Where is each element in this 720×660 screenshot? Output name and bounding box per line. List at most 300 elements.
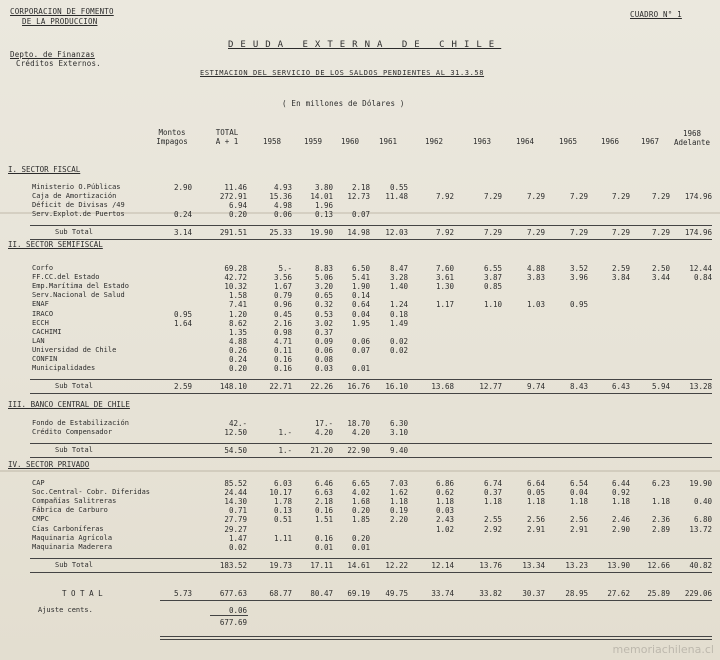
cell-y1967: 6.23 bbox=[651, 479, 670, 488]
cell-y1958: 1.78 bbox=[273, 497, 292, 506]
cell-y1967: 1.18 bbox=[651, 497, 670, 506]
cell-y1960: 0.06 bbox=[351, 337, 370, 346]
cell-y1963: 12.77 bbox=[479, 382, 502, 391]
row-label: Déficit de Divisas /49 bbox=[32, 201, 125, 209]
cell-y1963: 3.87 bbox=[483, 273, 502, 282]
row-label: CONFIN bbox=[32, 355, 58, 363]
cell-y1959: 0.65 bbox=[314, 291, 333, 300]
row-label: CAP bbox=[32, 479, 45, 487]
cell-y1967: 7.29 bbox=[651, 228, 670, 237]
row-label: Universidad de Chile bbox=[32, 346, 117, 354]
column-header-y1961 bbox=[364, 128, 412, 146]
table-row bbox=[0, 346, 720, 355]
cell-y1964: 7.29 bbox=[526, 228, 545, 237]
cell-y1958: 1.67 bbox=[273, 282, 292, 291]
cell-y1966: 2.59 bbox=[611, 264, 630, 273]
cell-total: 11.46 bbox=[224, 183, 247, 192]
column-header-line2: 1958 bbox=[262, 137, 282, 146]
column-header-total bbox=[203, 128, 251, 146]
cell-y1967: 3.44 bbox=[651, 273, 670, 282]
column-header-line1 bbox=[410, 128, 458, 137]
cell-y1966: 6.44 bbox=[611, 479, 630, 488]
cell-y1958: 22.71 bbox=[269, 382, 292, 391]
cell-y1960: 0.07 bbox=[351, 210, 370, 219]
cell-y1964: 3.83 bbox=[526, 273, 545, 282]
column-header-line1 bbox=[501, 128, 549, 137]
adjust-rule bbox=[210, 615, 248, 616]
cell-y1958: 5.- bbox=[278, 264, 292, 273]
final-total-row bbox=[0, 618, 720, 627]
subtotal-row bbox=[0, 561, 720, 570]
row-label: CMPC bbox=[32, 515, 49, 523]
table-row bbox=[0, 419, 720, 428]
cell-y1960: 14.98 bbox=[347, 228, 370, 237]
column-header-line1 bbox=[544, 128, 592, 137]
cell-y1961: 0.19 bbox=[389, 506, 408, 515]
cell-impagos: 0.95 bbox=[173, 310, 192, 319]
cell-y1960: 69.19 bbox=[347, 589, 370, 598]
cell-y1959: 3.02 bbox=[314, 319, 333, 328]
cell-y1958: 0.11 bbox=[273, 346, 292, 355]
cell-total: 272.91 bbox=[219, 192, 247, 201]
cell-y1959: 3.20 bbox=[314, 282, 333, 291]
cell-y1966: 1.18 bbox=[611, 497, 630, 506]
cell-y1968: 19.90 bbox=[689, 479, 712, 488]
column-header-line2: Adelante bbox=[673, 138, 711, 147]
cell-y1960: 1.90 bbox=[351, 282, 370, 291]
row-label: FF.CC.del Estado bbox=[32, 273, 100, 281]
cell-y1958: 3.56 bbox=[273, 273, 292, 282]
cell-y1965: 8.43 bbox=[569, 382, 588, 391]
subtotal-rule bbox=[30, 239, 712, 240]
cell-y1958: 0.16 bbox=[273, 355, 292, 364]
cell-y1959: 5.06 bbox=[314, 273, 333, 282]
cell-y1960: 0.04 bbox=[351, 310, 370, 319]
subtotal-rule bbox=[30, 572, 712, 573]
cell-y1959: 0.06 bbox=[314, 346, 333, 355]
cell-total: 24.44 bbox=[224, 488, 247, 497]
cell-y1966: 2.90 bbox=[611, 525, 630, 534]
cell-y1961: 1.40 bbox=[389, 282, 408, 291]
row-label: Municipalidades bbox=[32, 364, 96, 372]
cell-y1960: 22.90 bbox=[347, 446, 370, 455]
cell-y1968: 6.80 bbox=[693, 515, 712, 524]
cell-y1960: 16.76 bbox=[347, 382, 370, 391]
cell-y1959: 0.53 bbox=[314, 310, 333, 319]
row-label: Maquinaria Agrícola bbox=[32, 534, 113, 542]
table-row bbox=[0, 506, 720, 515]
cell-y1963: 7.29 bbox=[483, 228, 502, 237]
cell-total: 10.32 bbox=[224, 282, 247, 291]
row-label: Sub Total bbox=[55, 228, 93, 236]
cell-y1965: 0.04 bbox=[569, 488, 588, 497]
column-header-y1963 bbox=[458, 128, 506, 146]
row-label: T O T A L bbox=[62, 589, 103, 598]
cell-y1966: 6.43 bbox=[611, 382, 630, 391]
cell-y1965: 3.52 bbox=[569, 264, 588, 273]
cell-y1967: 2.36 bbox=[651, 515, 670, 524]
column-header-line2: 1959 bbox=[303, 137, 323, 146]
row-label: Cías Carboníferas bbox=[32, 525, 104, 533]
section-title: II. SECTOR SEMIFISCAL bbox=[8, 240, 103, 249]
table-row bbox=[0, 337, 720, 346]
cell-y1966: 0.92 bbox=[611, 488, 630, 497]
cell-total: 0.20 bbox=[228, 210, 247, 219]
cell-y1961: 49.75 bbox=[385, 589, 408, 598]
cell-y1961: 6.30 bbox=[389, 419, 408, 428]
cell-y1968: 174.96 bbox=[684, 192, 712, 201]
row-label: Caja de Amortización bbox=[32, 192, 117, 200]
column-header-line1 bbox=[458, 128, 506, 137]
cell-impagos: 2.59 bbox=[173, 382, 192, 391]
column-header-line1: 1968 bbox=[682, 129, 702, 138]
cell-y1963: 33.82 bbox=[479, 589, 502, 598]
cell-y1959: 14.01 bbox=[310, 192, 333, 201]
cell-total: 148.10 bbox=[219, 382, 247, 391]
cell-total: 1.20 bbox=[228, 310, 247, 319]
cell-y1962: 33.74 bbox=[431, 589, 454, 598]
cell-y1967: 2.89 bbox=[651, 525, 670, 534]
watermark: memoriachilena.cl bbox=[612, 643, 714, 656]
table-row bbox=[0, 488, 720, 497]
cell-y1959: 2.18 bbox=[314, 497, 333, 506]
cell-y1962: 1.02 bbox=[435, 525, 454, 534]
cell-total: 4.88 bbox=[228, 337, 247, 346]
cell-y1959: 6.46 bbox=[314, 479, 333, 488]
cell-y1965: 3.96 bbox=[569, 273, 588, 282]
cell-y1963: 2.92 bbox=[483, 525, 502, 534]
cell-y1967: 12.66 bbox=[647, 561, 670, 570]
cell-y1959: 6.63 bbox=[314, 488, 333, 497]
cell-y1958: 15.36 bbox=[269, 192, 292, 201]
column-header-line1 bbox=[626, 128, 674, 137]
cell-y1963: 0.37 bbox=[483, 488, 502, 497]
cell-y1960: 5.41 bbox=[351, 273, 370, 282]
cell-y1959: 0.16 bbox=[314, 534, 333, 543]
cell-total: 677.63 bbox=[219, 589, 247, 598]
cell-y1968: 13.28 bbox=[689, 382, 712, 391]
subtotal-row bbox=[0, 228, 720, 237]
cell-y1962: 7.92 bbox=[435, 192, 454, 201]
cell-y1960: 1.85 bbox=[351, 515, 370, 524]
cell-y1961: 0.55 bbox=[389, 183, 408, 192]
subtotal-rule bbox=[30, 225, 712, 226]
org-line-1: CORPORACION DE FOMENTO bbox=[10, 7, 114, 16]
cell-y1961: 2.20 bbox=[389, 515, 408, 524]
cell-y1962: 0.03 bbox=[435, 506, 454, 515]
double-rule bbox=[160, 639, 712, 640]
row-label: Soc.Central- Cobr. Diferidas bbox=[32, 488, 151, 496]
cell-y1964: 30.37 bbox=[522, 589, 545, 598]
cell-y1968: 174.96 bbox=[684, 228, 712, 237]
cell-y1962: 7.92 bbox=[435, 228, 454, 237]
cell-total: 8.62 bbox=[228, 319, 247, 328]
cell-y1959: 17.- bbox=[314, 419, 333, 428]
cell-y1960: 0.01 bbox=[351, 364, 370, 373]
table-row bbox=[0, 210, 720, 219]
cell-y1964: 7.29 bbox=[526, 192, 545, 201]
cell-y1964: 2.91 bbox=[526, 525, 545, 534]
column-header-line2: 1965 bbox=[558, 137, 578, 146]
cell-y1960: 12.73 bbox=[347, 192, 370, 201]
cell-y1958: 19.73 bbox=[269, 561, 292, 570]
column-header-y1967 bbox=[626, 128, 674, 146]
row-label: Ajuste cents. bbox=[38, 606, 93, 614]
cell-y1959: 0.08 bbox=[314, 355, 333, 364]
table-row bbox=[0, 428, 720, 437]
cell-y1962: 13.68 bbox=[431, 382, 454, 391]
cell-y1959: 0.37 bbox=[314, 328, 333, 337]
cell-y1961: 1.62 bbox=[389, 488, 408, 497]
cell-y1966: 7.29 bbox=[611, 192, 630, 201]
cell-y1958: 0.06 bbox=[273, 210, 292, 219]
table-row bbox=[0, 264, 720, 273]
cell-y1968: 40.82 bbox=[689, 561, 712, 570]
cell-y1959: 8.83 bbox=[314, 264, 333, 273]
cell-impagos: 2.90 bbox=[173, 183, 192, 192]
units-note: ( En millones de Dólares ) bbox=[282, 99, 405, 108]
cell-total: 0.71 bbox=[228, 506, 247, 515]
cell-y1962: 1.30 bbox=[435, 282, 454, 291]
cell-y1960: 0.20 bbox=[351, 506, 370, 515]
cell-y1959: 4.20 bbox=[314, 428, 333, 437]
cell-y1961: 8.47 bbox=[389, 264, 408, 273]
cell-total: 7.41 bbox=[228, 300, 247, 309]
cell-total: 1.47 bbox=[228, 534, 247, 543]
cell-y1960: 6.65 bbox=[351, 479, 370, 488]
cell-y1958: 0.16 bbox=[273, 364, 292, 373]
cell-y1965: 7.29 bbox=[569, 228, 588, 237]
cell-y1960: 1.68 bbox=[351, 497, 370, 506]
row-label: Crédito Compensador bbox=[32, 428, 113, 436]
cell-y1959: 0.13 bbox=[314, 210, 333, 219]
cell-y1960: 4.02 bbox=[351, 488, 370, 497]
table-row bbox=[0, 328, 720, 337]
section-title: I. SECTOR FISCAL bbox=[8, 165, 81, 174]
cell-total: 0.02 bbox=[228, 543, 247, 552]
cell-y1959: 3.80 bbox=[314, 183, 333, 192]
total-row bbox=[0, 589, 720, 598]
column-header-y1964 bbox=[501, 128, 549, 146]
table-row bbox=[0, 192, 720, 201]
column-header-line1: Montos bbox=[158, 128, 186, 137]
cell-y1958: 1.11 bbox=[273, 534, 292, 543]
column-header-line2: Impagos bbox=[156, 137, 188, 146]
cell-total: 12.50 bbox=[224, 428, 247, 437]
cell-y1959: 0.09 bbox=[314, 337, 333, 346]
cell-y1963: 1.18 bbox=[483, 497, 502, 506]
cell-impagos: 0.24 bbox=[173, 210, 192, 219]
cell-y1959: 0.03 bbox=[314, 364, 333, 373]
row-label: Emp.Marítima del Estado bbox=[32, 282, 129, 290]
cell-y1967: 2.50 bbox=[651, 264, 670, 273]
table-row bbox=[0, 201, 720, 210]
cell-total: 0.06 bbox=[228, 606, 247, 615]
row-label: Fábrica de Carburo bbox=[32, 506, 108, 514]
cell-y1960: 0.14 bbox=[351, 291, 370, 300]
cell-y1964: 4.88 bbox=[526, 264, 545, 273]
row-label: IRACO bbox=[32, 310, 54, 318]
cell-y1966: 27.62 bbox=[607, 589, 630, 598]
cell-y1965: 2.56 bbox=[569, 515, 588, 524]
cell-y1960: 0.07 bbox=[351, 346, 370, 355]
row-label: Serv.Explot.de Puertos bbox=[32, 210, 125, 218]
cell-y1959: 1.96 bbox=[314, 201, 333, 210]
dept-line-2: Créditos Externos. bbox=[16, 59, 101, 68]
cell-total: 85.52 bbox=[224, 479, 247, 488]
table-row bbox=[0, 479, 720, 488]
row-label: Serv.Nacional de Salud bbox=[32, 291, 125, 299]
row-label: Maquinaria Maderera bbox=[32, 543, 113, 551]
column-header-line2: 1960 bbox=[340, 137, 360, 146]
cell-y1965: 6.54 bbox=[569, 479, 588, 488]
column-header-line2: 1966 bbox=[600, 137, 620, 146]
cell-y1963: 6.55 bbox=[483, 264, 502, 273]
cell-y1958: 0.98 bbox=[273, 328, 292, 337]
column-header-line2: 1962 bbox=[424, 137, 444, 146]
cell-y1960: 4.20 bbox=[351, 428, 370, 437]
column-header-line1 bbox=[364, 128, 412, 137]
subtotal-row bbox=[0, 446, 720, 455]
cell-y1958: 0.45 bbox=[273, 310, 292, 319]
cell-y1967: 5.94 bbox=[651, 382, 670, 391]
cell-y1961: 12.03 bbox=[385, 228, 408, 237]
cell-y1958: 0.79 bbox=[273, 291, 292, 300]
adjustment-row bbox=[0, 606, 720, 615]
double-rule bbox=[160, 636, 712, 637]
cell-y1961: 11.48 bbox=[385, 192, 408, 201]
cell-total: 42.- bbox=[228, 419, 247, 428]
cell-y1966: 2.46 bbox=[611, 515, 630, 524]
column-header-y1962 bbox=[410, 128, 458, 146]
cell-y1958: 4.71 bbox=[273, 337, 292, 346]
table-row bbox=[0, 273, 720, 282]
cell-total: 1.58 bbox=[228, 291, 247, 300]
subtotal-rule bbox=[30, 443, 712, 444]
cell-y1964: 9.74 bbox=[526, 382, 545, 391]
table-row bbox=[0, 525, 720, 534]
cell-total: 0.26 bbox=[228, 346, 247, 355]
cell-y1959: 17.11 bbox=[310, 561, 333, 570]
cell-y1961: 0.02 bbox=[389, 346, 408, 355]
cell-y1964: 13.34 bbox=[522, 561, 545, 570]
cell-y1960: 6.50 bbox=[351, 264, 370, 273]
cell-y1961: 3.28 bbox=[389, 273, 408, 282]
cell-y1961: 7.03 bbox=[389, 479, 408, 488]
cell-total: 42.72 bbox=[224, 273, 247, 282]
cell-y1959: 0.32 bbox=[314, 300, 333, 309]
cell-y1960: 14.61 bbox=[347, 561, 370, 570]
cell-y1964: 0.05 bbox=[526, 488, 545, 497]
row-label: CACHIMI bbox=[32, 328, 62, 336]
cell-y1967: 25.89 bbox=[647, 589, 670, 598]
cell-y1962: 0.62 bbox=[435, 488, 454, 497]
cell-total: 0.20 bbox=[228, 364, 247, 373]
cell-y1962: 1.18 bbox=[435, 497, 454, 506]
cell-total: 183.52 bbox=[219, 561, 247, 570]
row-label: ECCH bbox=[32, 319, 49, 327]
column-header-line2: 1963 bbox=[472, 137, 492, 146]
table-row bbox=[0, 497, 720, 506]
cell-y1958: 0.13 bbox=[273, 506, 292, 515]
table-row bbox=[0, 355, 720, 364]
subtotal-rule bbox=[30, 558, 712, 559]
cell-y1961: 1.49 bbox=[389, 319, 408, 328]
cell-y1963: 1.10 bbox=[483, 300, 502, 309]
cell-y1961: 1.24 bbox=[389, 300, 408, 309]
cell-total: 14.30 bbox=[224, 497, 247, 506]
cell-y1961: 12.22 bbox=[385, 561, 408, 570]
cell-total: 677.69 bbox=[219, 618, 247, 627]
subtotal-rule bbox=[30, 379, 712, 380]
row-label: Ministerio O.Públicas bbox=[32, 183, 121, 191]
cell-y1968: 229.06 bbox=[684, 589, 712, 598]
cell-total: 27.79 bbox=[224, 515, 247, 524]
cell-y1962: 1.17 bbox=[435, 300, 454, 309]
table-row bbox=[0, 310, 720, 319]
table-row bbox=[0, 534, 720, 543]
column-header-y1968 bbox=[668, 129, 716, 147]
section-title: IV. SECTOR PRIVADO bbox=[8, 460, 90, 469]
row-label: Sub Total bbox=[55, 382, 93, 390]
cell-y1968: 0.40 bbox=[693, 497, 712, 506]
cell-y1962: 2.43 bbox=[435, 515, 454, 524]
column-header-line2: 1967 bbox=[640, 137, 660, 146]
row-label: Sub Total bbox=[55, 446, 93, 454]
cell-y1961: 0.18 bbox=[389, 310, 408, 319]
cell-total: 6.94 bbox=[228, 201, 247, 210]
cell-y1958: 68.77 bbox=[269, 589, 292, 598]
column-header-line2: A + 1 bbox=[215, 137, 239, 146]
row-label: Compañías Salitreras bbox=[32, 497, 117, 505]
cell-y1960: 2.18 bbox=[351, 183, 370, 192]
cell-y1958: 10.17 bbox=[269, 488, 292, 497]
cell-y1959: 0.01 bbox=[314, 543, 333, 552]
paper-fold bbox=[0, 470, 720, 472]
cell-y1964: 2.56 bbox=[526, 515, 545, 524]
cell-y1960: 0.20 bbox=[351, 534, 370, 543]
cell-y1959: 80.47 bbox=[310, 589, 333, 598]
table-row bbox=[0, 291, 720, 300]
cell-total: 291.51 bbox=[219, 228, 247, 237]
cell-y1962: 6.86 bbox=[435, 479, 454, 488]
cell-y1968: 0.84 bbox=[693, 273, 712, 282]
table-row bbox=[0, 364, 720, 373]
cell-y1966: 7.29 bbox=[611, 228, 630, 237]
cell-y1959: 19.90 bbox=[310, 228, 333, 237]
cell-y1967: 7.29 bbox=[651, 192, 670, 201]
cell-y1966: 3.84 bbox=[611, 273, 630, 282]
row-label: LAN bbox=[32, 337, 45, 345]
cell-total: 54.50 bbox=[224, 446, 247, 455]
cell-impagos: 3.14 bbox=[173, 228, 192, 237]
cell-y1964: 6.64 bbox=[526, 479, 545, 488]
cell-y1959: 22.26 bbox=[310, 382, 333, 391]
cell-y1965: 0.95 bbox=[569, 300, 588, 309]
cell-y1960: 0.01 bbox=[351, 543, 370, 552]
cell-y1961: 1.18 bbox=[389, 497, 408, 506]
cell-impagos: 5.73 bbox=[173, 589, 192, 598]
cell-y1965: 28.95 bbox=[565, 589, 588, 598]
cell-y1962: 7.60 bbox=[435, 264, 454, 273]
cell-y1963: 0.85 bbox=[483, 282, 502, 291]
column-header-impagos bbox=[148, 128, 196, 146]
subtotal-row bbox=[0, 382, 720, 391]
cell-total: 0.24 bbox=[228, 355, 247, 364]
table-row bbox=[0, 183, 720, 192]
cell-y1958: 4.98 bbox=[273, 201, 292, 210]
org-line-2: DE LA PRODUCCION bbox=[22, 17, 98, 26]
